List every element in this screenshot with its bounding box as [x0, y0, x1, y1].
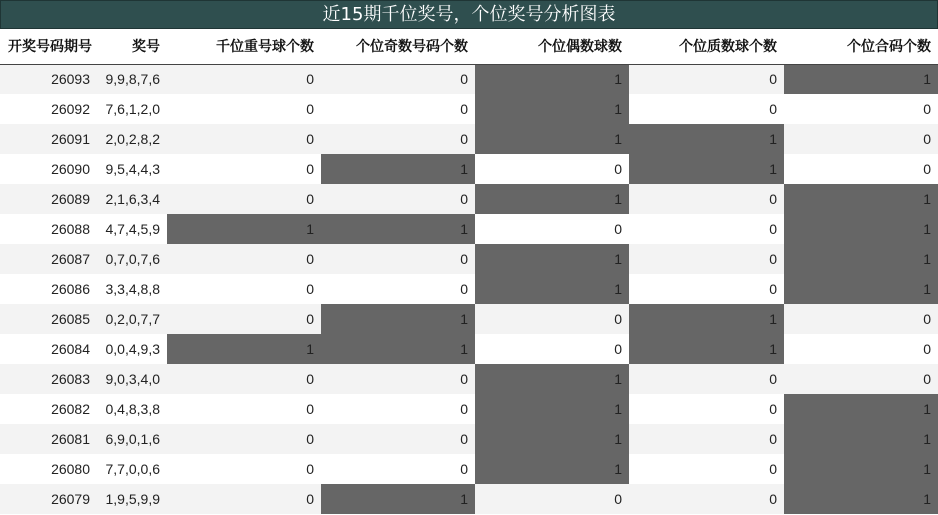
cell-number: 0,2,0,7,7 — [97, 304, 167, 334]
cell-issue: 26083 — [0, 364, 97, 394]
cell-thousands-repeat: 0 — [167, 94, 321, 124]
cell-units-composite: 0 — [784, 304, 938, 334]
cell-units-prime: 1 — [629, 154, 784, 184]
table-row — [0, 304, 938, 334]
cell-units-even: 1 — [475, 364, 629, 394]
table-row — [0, 214, 938, 244]
cell-units-odd: 0 — [321, 184, 475, 214]
table-row — [0, 64, 938, 94]
cell-units-prime: 0 — [629, 484, 784, 514]
table-row — [0, 124, 938, 154]
cell-units-composite: 1 — [784, 424, 938, 454]
cell-units-even: 1 — [475, 274, 629, 304]
column-header-units-odd: 个位奇数号码个数 — [321, 29, 475, 64]
cell-units-prime: 0 — [629, 214, 784, 244]
cell-units-composite: 0 — [784, 124, 938, 154]
column-header-number: 奖号 — [97, 29, 167, 64]
cell-thousands-repeat: 0 — [167, 124, 321, 154]
cell-number: 4,7,4,5,9 — [97, 214, 167, 244]
cell-thousands-repeat: 0 — [167, 454, 321, 484]
analysis-table — [0, 29, 938, 514]
cell-thousands-repeat: 0 — [167, 364, 321, 394]
cell-thousands-repeat: 0 — [167, 274, 321, 304]
table-body — [0, 64, 938, 514]
cell-issue: 26084 — [0, 334, 97, 364]
table-row — [0, 184, 938, 214]
cell-units-odd: 1 — [321, 154, 475, 184]
cell-units-prime: 0 — [629, 364, 784, 394]
table-row — [0, 274, 938, 304]
cell-units-even: 0 — [475, 484, 629, 514]
cell-units-even: 1 — [475, 184, 629, 214]
cell-units-even: 0 — [475, 304, 629, 334]
cell-thousands-repeat: 1 — [167, 214, 321, 244]
cell-issue: 26092 — [0, 94, 97, 124]
cell-number: 2,1,6,3,4 — [97, 184, 167, 214]
cell-units-odd: 1 — [321, 304, 475, 334]
cell-units-composite: 0 — [784, 94, 938, 124]
table-row — [0, 334, 938, 364]
cell-units-prime: 1 — [629, 304, 784, 334]
cell-units-even: 1 — [475, 94, 629, 124]
cell-units-odd: 1 — [321, 484, 475, 514]
cell-issue: 26093 — [0, 64, 97, 94]
cell-issue: 26082 — [0, 394, 97, 424]
cell-thousands-repeat: 1 — [167, 334, 321, 364]
cell-thousands-repeat: 0 — [167, 64, 321, 94]
cell-units-odd: 0 — [321, 64, 475, 94]
cell-units-prime: 0 — [629, 184, 784, 214]
column-header-units-composite: 个位合码个数 — [784, 29, 938, 64]
cell-units-composite: 0 — [784, 334, 938, 364]
cell-issue: 26091 — [0, 124, 97, 154]
table-row — [0, 454, 938, 484]
table-row — [0, 424, 938, 454]
cell-issue: 26089 — [0, 184, 97, 214]
cell-units-prime: 0 — [629, 94, 784, 124]
cell-issue: 26090 — [0, 154, 97, 184]
cell-units-odd: 0 — [321, 274, 475, 304]
cell-number: 6,9,0,1,6 — [97, 424, 167, 454]
cell-units-even: 1 — [475, 64, 629, 94]
cell-units-odd: 0 — [321, 454, 475, 484]
cell-units-composite: 1 — [784, 484, 938, 514]
cell-issue: 26079 — [0, 484, 97, 514]
table-row — [0, 94, 938, 124]
cell-units-odd: 0 — [321, 124, 475, 154]
table-row — [0, 394, 938, 424]
cell-units-even: 0 — [475, 334, 629, 364]
cell-units-composite: 1 — [784, 184, 938, 214]
cell-units-even: 1 — [475, 244, 629, 274]
cell-issue: 26088 — [0, 214, 97, 244]
cell-thousands-repeat: 0 — [167, 304, 321, 334]
cell-number: 7,7,0,0,6 — [97, 454, 167, 484]
cell-units-prime: 1 — [629, 334, 784, 364]
cell-number: 0,4,8,3,8 — [97, 394, 167, 424]
cell-units-prime: 0 — [629, 454, 784, 484]
table-row — [0, 244, 938, 274]
cell-units-even: 1 — [475, 394, 629, 424]
cell-number: 9,0,3,4,0 — [97, 364, 167, 394]
cell-units-odd: 0 — [321, 424, 475, 454]
cell-number: 1,9,5,9,9 — [97, 484, 167, 514]
cell-issue: 26085 — [0, 304, 97, 334]
cell-units-prime: 0 — [629, 394, 784, 424]
cell-units-composite: 0 — [784, 154, 938, 184]
cell-units-even: 1 — [475, 124, 629, 154]
cell-units-odd: 0 — [321, 244, 475, 274]
column-header-units-even: 个位偶数球数 — [475, 29, 629, 64]
cell-units-even: 1 — [475, 454, 629, 484]
cell-number: 0,7,0,7,6 — [97, 244, 167, 274]
cell-number: 2,0,2,8,2 — [97, 124, 167, 154]
cell-units-composite: 1 — [784, 274, 938, 304]
column-header-thousands-repeat: 千位重号球个数 — [167, 29, 321, 64]
cell-units-composite: 0 — [784, 364, 938, 394]
cell-number: 0,0,4,9,3 — [97, 334, 167, 364]
cell-thousands-repeat: 0 — [167, 424, 321, 454]
cell-number: 3,3,4,8,8 — [97, 274, 167, 304]
cell-units-prime: 0 — [629, 244, 784, 274]
chart-title: 近15期千位奖号，个位奖号分析图表 — [0, 0, 938, 29]
cell-issue: 26080 — [0, 454, 97, 484]
table-row — [0, 364, 938, 394]
cell-units-composite: 1 — [784, 244, 938, 274]
cell-number: 7,6,1,2,0 — [97, 94, 167, 124]
cell-issue: 26081 — [0, 424, 97, 454]
table-header — [0, 29, 938, 64]
table-row — [0, 484, 938, 514]
cell-issue: 26087 — [0, 244, 97, 274]
cell-thousands-repeat: 0 — [167, 154, 321, 184]
column-header-units-prime: 个位质数球个数 — [629, 29, 784, 64]
cell-thousands-repeat: 0 — [167, 244, 321, 274]
cell-units-even: 0 — [475, 214, 629, 244]
cell-thousands-repeat: 0 — [167, 394, 321, 424]
cell-thousands-repeat: 0 — [167, 184, 321, 214]
cell-units-odd: 1 — [321, 334, 475, 364]
column-header-issue: 开奖号码期号 — [0, 29, 97, 64]
cell-thousands-repeat: 0 — [167, 484, 321, 514]
cell-units-composite: 1 — [784, 454, 938, 484]
cell-issue: 26086 — [0, 274, 97, 304]
cell-units-prime: 0 — [629, 274, 784, 304]
cell-units-prime: 0 — [629, 424, 784, 454]
cell-units-composite: 1 — [784, 394, 938, 424]
cell-units-prime: 1 — [629, 124, 784, 154]
cell-units-odd: 0 — [321, 94, 475, 124]
cell-units-even: 1 — [475, 424, 629, 454]
header-row — [0, 29, 938, 64]
table-row — [0, 154, 938, 184]
cell-number: 9,9,8,7,6 — [97, 64, 167, 94]
cell-units-composite: 1 — [784, 64, 938, 94]
cell-units-odd: 0 — [321, 394, 475, 424]
cell-number: 9,5,4,4,3 — [97, 154, 167, 184]
cell-units-prime: 0 — [629, 64, 784, 94]
cell-units-odd: 0 — [321, 364, 475, 394]
cell-units-composite: 1 — [784, 214, 938, 244]
cell-units-odd: 1 — [321, 214, 475, 244]
cell-units-even: 0 — [475, 154, 629, 184]
